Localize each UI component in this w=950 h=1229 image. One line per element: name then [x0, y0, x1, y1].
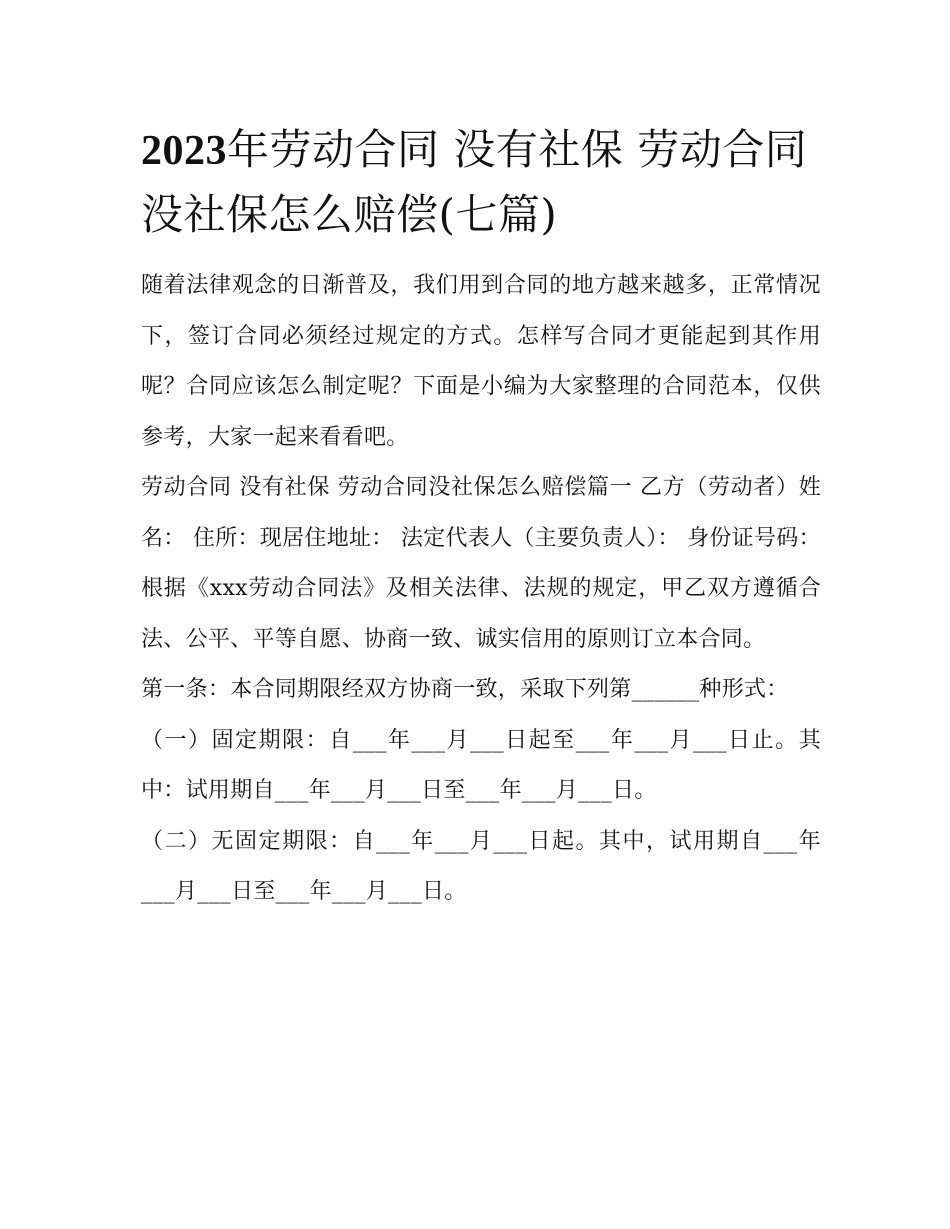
article-one-paragraph: 第一条：本合同期限经双方协商一致，采取下列第______种形式： [141, 677, 789, 702]
fixed-term-paragraph: （一）固定期限：自___年___月___日起至___年___月___日止。其中：试用期自___年___月___日至___年___月___日。 [141, 727, 821, 803]
document-page [141, 118, 821, 918]
title-text: 年劳动合同 没有社保 劳动合同没社保怎么赔偿(七篇) [141, 125, 808, 239]
section-heading-paragraph: 劳动合同 没有社保 劳动合同没社保怎么赔偿篇一 乙方（劳动者）姓名： 住所：现居住地址： 法定代表人（主要负责人）： 身份证号码： [141, 475, 821, 551]
legal-basis-paragraph: 根据《xxx劳动合同法》及相关法律、法规的规定，甲乙双方遵循合法、公平、平等自愿、协商一致、诚实信用的原则订立本合同。 [141, 576, 821, 652]
document-title [141, 118, 821, 247]
intro-paragraph: 随着法律观念的日渐普及，我们用到合同的地方越来越多，正常情况下，签订合同必须经过规定的方式。怎样写合同才更能起到其作用呢？合同应该怎么制定呢？下面是小编为大家整理的合同范本，仅供参考，大家一起来看看吧。 [141, 273, 821, 450]
open-term-paragraph: （二）无固定期限：自___年___月___日起。其中，试用期自___年___月___日至___年___月___日。 [141, 828, 821, 904]
title-year: 2023 [141, 128, 227, 174]
